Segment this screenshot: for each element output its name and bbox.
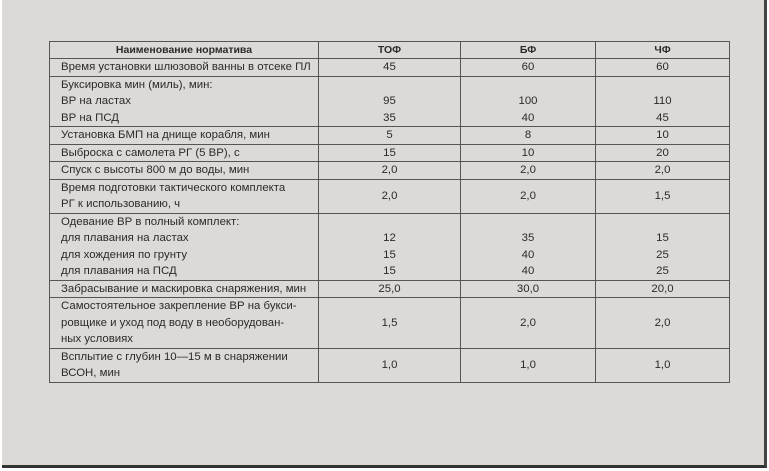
norm-name-line: ВСОН, мин <box>61 367 121 379</box>
tof-value-cell-text: 45 <box>383 61 396 74</box>
tof-value-cell-text: 2,0 <box>381 164 398 177</box>
tof-value-cell-text: 25,0 <box>378 282 401 295</box>
chf-value-cell-text: 20,0 <box>651 282 674 295</box>
norm-name-cell <box>50 162 319 180</box>
tof-value-cell-text: 1,5 <box>381 316 398 329</box>
tof-value-cell <box>319 348 461 382</box>
norm-name-cell <box>50 280 319 298</box>
chf-value-cell-line: 25 <box>656 248 669 261</box>
tof-value-cell <box>319 76 461 127</box>
tof-value-cell-text: 5 <box>386 129 393 142</box>
norm-name-cell <box>50 179 319 213</box>
bf-value-cell-line: 40 <box>521 265 535 277</box>
bf-value-cell <box>461 179 596 213</box>
chf-value-cell <box>596 59 730 77</box>
chf-value-cell <box>596 179 730 213</box>
norm-name-line: ВР на ПСД <box>61 111 120 124</box>
table-header-row <box>50 42 730 59</box>
tof-value-cell-line <box>323 214 456 231</box>
table-row <box>50 280 730 298</box>
tof-value-cell <box>319 213 461 280</box>
tof-value-cell-text: 15 <box>383 146 396 159</box>
bf-value-cell-text: 60 <box>521 61 535 74</box>
tof-value-cell <box>319 59 461 77</box>
norm-name-cell <box>50 59 319 77</box>
chf-value-cell <box>596 162 730 180</box>
chf-value-cell-text: 10 <box>656 129 669 142</box>
table-row <box>50 179 730 213</box>
norm-name-line: ВР на ластах <box>61 95 131 107</box>
bf-value-cell <box>461 348 596 382</box>
tof-value-cell <box>319 179 461 213</box>
tof-value-cell <box>319 298 461 349</box>
norm-name-cell <box>50 213 319 280</box>
bf-value-cell <box>461 59 596 77</box>
tof-value-cell <box>319 162 461 180</box>
norm-name-line: Забрасывание и маскировка снаряжения, мин <box>61 282 307 295</box>
norm-name-line: для плавания на ластах <box>61 232 189 244</box>
norm-name-cell <box>50 127 319 145</box>
bf-value-cell <box>461 213 596 280</box>
bf-value-cell-line: 100 <box>518 95 538 107</box>
norm-name-line: Установка БМП на днище корабля, мин <box>61 129 270 141</box>
chf-value-cell-line: 25 <box>656 265 669 277</box>
scanned-page <box>2 0 767 468</box>
table-row <box>50 144 730 162</box>
norm-name-line: для хождения по грунту <box>61 248 188 261</box>
table-body <box>50 59 730 383</box>
table-row <box>50 213 730 280</box>
bf-value-cell <box>461 127 596 145</box>
table-row <box>50 76 730 127</box>
bf-value-cell <box>461 144 596 162</box>
chf-value-cell <box>596 144 730 162</box>
chf-value-cell-text: 20 <box>656 146 669 159</box>
norm-name-line: ных условиях <box>61 333 133 345</box>
bf-value-cell-text: 8 <box>524 129 532 142</box>
bf-value-cell-line: 40 <box>521 248 535 261</box>
norm-name-line: Всплытие с глубин 10—15 м в снаряжении <box>61 350 288 363</box>
bf-value-cell-line: 40 <box>521 111 535 124</box>
bf-value-cell <box>461 280 596 298</box>
tof-value-cell-text: 2,0 <box>381 190 398 202</box>
norm-name-line: Самостоятельное закрепление ВР на букси- <box>61 300 297 312</box>
header-bf: БФ <box>461 42 596 59</box>
norm-name-cell <box>50 298 319 349</box>
chf-value-cell-text: 1,0 <box>654 359 671 371</box>
norm-name-line: ровщике и уход под воду в необорудован- <box>61 316 285 329</box>
chf-value-cell <box>596 127 730 145</box>
tof-value-cell-line: 95 <box>383 95 396 107</box>
bf-value-cell <box>461 298 596 349</box>
chf-value-cell <box>596 348 730 382</box>
table-row <box>50 127 730 145</box>
chf-value-cell <box>596 298 730 349</box>
norm-name-cell <box>50 76 319 127</box>
chf-value-cell-text: 2,0 <box>654 164 671 177</box>
tof-value-cell-line: 12 <box>383 232 396 244</box>
bf-value-cell-line <box>465 77 591 94</box>
tof-value-cell-line: 15 <box>383 265 396 277</box>
chf-value-cell <box>596 280 730 298</box>
table-row <box>50 59 730 77</box>
norms-table <box>49 41 730 383</box>
norm-name-line: Время подготовки тактического комплекта <box>61 181 286 194</box>
chf-value-cell-text: 1,5 <box>654 190 671 202</box>
bf-value-cell-line <box>465 214 591 231</box>
bf-value-cell <box>461 76 596 127</box>
chf-value-cell-text: 2,0 <box>654 316 671 329</box>
bf-value-cell-text: 2,0 <box>520 190 536 202</box>
header-tof: ТОФ <box>319 42 461 59</box>
bf-value-cell-text: 2,0 <box>520 164 536 177</box>
table-row <box>50 162 730 180</box>
norm-name-line: Выброска с самолета РГ (5 ВР), с <box>61 146 240 159</box>
table-row <box>50 348 730 382</box>
tof-value-cell-text: 1,0 <box>381 359 398 371</box>
norm-name-line: для плавания на ПСД <box>61 265 177 277</box>
tof-value-cell-line <box>323 77 456 94</box>
tof-value-cell-line: 15 <box>383 248 396 261</box>
norm-name-line: Спуск с высоты 800 м до воды, мин <box>61 164 250 176</box>
norm-name-line: Время установки шлюзовой ванны в отсеке ПЛ <box>61 61 311 73</box>
table-row <box>50 298 730 349</box>
chf-value-cell-text: 60 <box>656 61 669 74</box>
bf-value-cell-text: 1,0 <box>520 359 536 371</box>
header-chf: ЧФ <box>596 42 730 59</box>
tof-value-cell-line: 35 <box>383 111 396 124</box>
norm-name-line: Буксировка мин (миль), мин: <box>61 78 213 91</box>
bf-value-cell-text: 10 <box>521 146 535 159</box>
chf-value-cell-line: 110 <box>653 95 672 107</box>
chf-value-cell <box>596 76 730 127</box>
bf-value-cell-text: 30,0 <box>516 282 540 295</box>
norm-name-line: РГ к использованию, ч <box>61 198 181 210</box>
chf-value-cell <box>596 213 730 280</box>
norm-name-cell <box>50 348 319 382</box>
bf-value-cell <box>461 162 596 180</box>
chf-value-cell-line <box>600 77 725 94</box>
chf-value-cell-line: 45 <box>656 111 669 124</box>
chf-value-cell-line: 15 <box>656 232 669 244</box>
header-norm-name: Наименование норматива <box>50 42 319 59</box>
chf-value-cell-line <box>600 214 725 231</box>
bf-value-cell-text: 2,0 <box>520 316 536 329</box>
tof-value-cell <box>319 144 461 162</box>
tof-value-cell <box>319 280 461 298</box>
norm-name-cell <box>50 144 319 162</box>
tof-value-cell <box>319 127 461 145</box>
bf-value-cell-line: 35 <box>521 232 535 244</box>
norm-name-line: Одевание ВР в полный комплект: <box>61 215 240 228</box>
